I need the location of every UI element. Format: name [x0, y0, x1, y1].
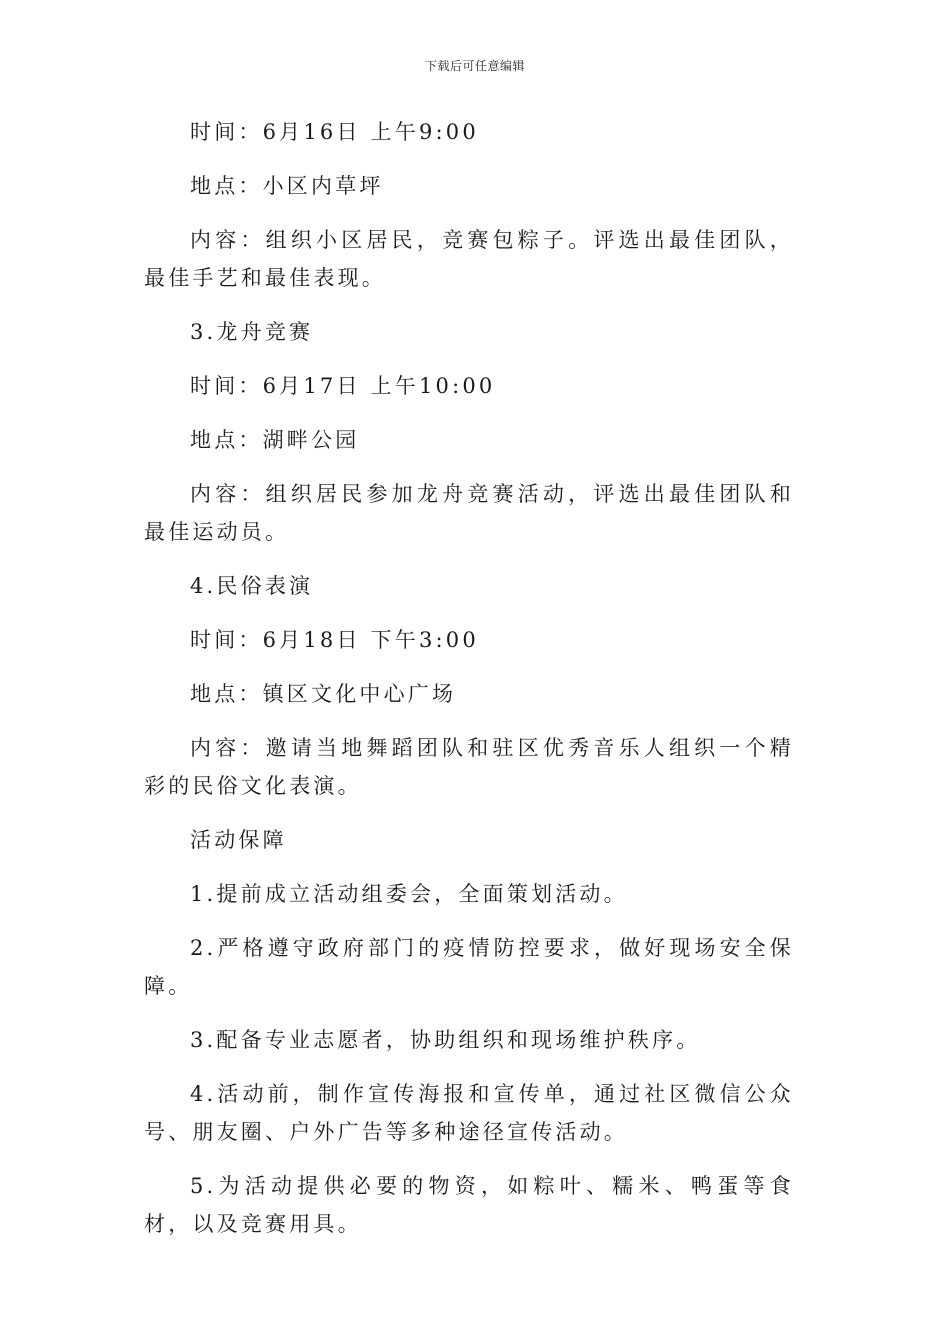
- paragraph-time-2: 时间：6月17日 上午10:00: [190, 374, 496, 398]
- page-header-note: 下载后可任意编辑: [424, 59, 525, 73]
- guarantee-item-2: 2.严格遵守政府部门的疫情防控要求，做好现场安全保障。: [144, 936, 794, 998]
- guarantee-item-1: 1.提前成立活动组委会，全面策划活动。: [190, 882, 628, 906]
- guarantee-item-5: 5.为活动提供必要的物资，如粽叶、糯米、鸭蛋等食材，以及竞赛用具。: [144, 1174, 794, 1236]
- paragraph-content-3: 内容：邀请当地舞蹈团队和驻区优秀音乐人组织一个精彩的民俗文化表演。: [144, 736, 794, 798]
- guarantee-item-4: 4.活动前，制作宣传海报和宣传单，通过社区微信公众号、朋友圈、户外广告等多种途径宣传活动。: [144, 1082, 794, 1144]
- paragraph-location-3: 地点：镇区文化中心广场: [190, 682, 457, 706]
- section-heading-folk-show: 4.民俗表演: [190, 574, 314, 598]
- paragraph-content-2: 内容：组织居民参加龙舟竞赛活动，评选出最佳团队和最佳运动员。: [144, 482, 794, 544]
- paragraph-time-3: 时间：6月18日 下午3:00: [190, 628, 479, 652]
- paragraph-location-2: 地点：湖畔公园: [190, 428, 360, 452]
- section-heading-guarantee: 活动保障: [190, 828, 287, 852]
- document-body: [144, 113, 794, 1259]
- paragraph-time-1: 时间：6月16日 上午9:00: [190, 120, 479, 144]
- section-heading-dragon-boat: 3.龙舟竞赛: [190, 320, 314, 344]
- guarantee-item-3: 3.配备专业志愿者，协助组织和现场维护秩序。: [190, 1028, 701, 1052]
- paragraph-location-1: 地点：小区内草坪: [190, 174, 384, 198]
- paragraph-content-1: 内容：组织小区居民，竞赛包粽子。评选出最佳团队，最佳手艺和最佳表现。: [144, 228, 794, 290]
